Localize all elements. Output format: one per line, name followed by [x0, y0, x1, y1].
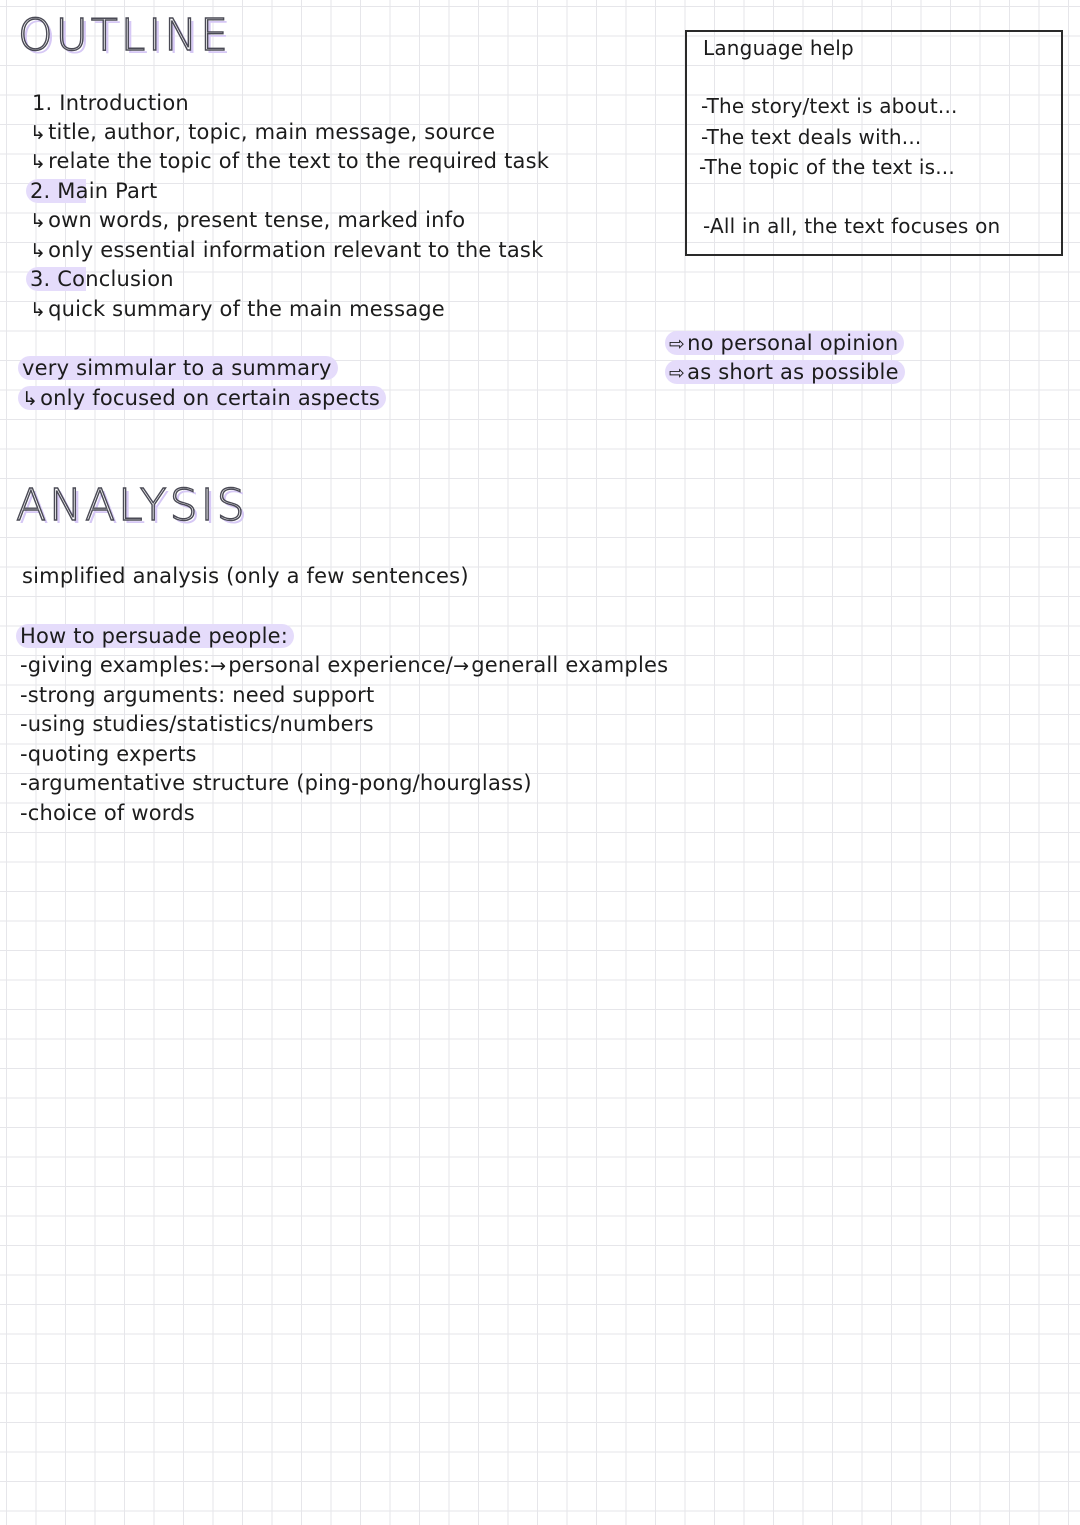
analysis-item-3: -using studies/statistics/numbers	[20, 712, 374, 736]
intro-item-1	[30, 118, 495, 148]
intro-label: 1. Introduction	[32, 91, 189, 115]
outline-note-2	[18, 384, 386, 414]
rule-1-highlight	[665, 331, 904, 355]
analysis-subtitle: simplified analysis (only a few sentences)	[22, 564, 469, 588]
analysis-item-1	[20, 651, 668, 681]
right-arrow-icon: ⇨	[669, 362, 686, 384]
conclusion-label-text: 3. Conclusion	[26, 267, 180, 291]
main-item-1-text: own words, present tense, marked info	[48, 208, 466, 232]
right-arrow-icon: ⇨	[669, 333, 686, 355]
analysis-item-2: -strong arguments: need support	[20, 683, 375, 707]
language-help-title: Language help	[703, 36, 854, 60]
analysis-item-4: -quoting experts	[20, 742, 197, 766]
language-phrase-4: -All in all, the text focuses on	[703, 214, 1001, 238]
intro-item-2	[30, 147, 549, 177]
language-help-box	[685, 30, 1063, 256]
intro-item-2-text: relate the topic of the text to the required task	[48, 149, 550, 173]
outline-heading: OUTLINE	[18, 10, 231, 61]
analysis-item-6: -choice of words	[20, 801, 195, 825]
sub-arrow-icon: ↳	[30, 122, 47, 144]
language-phrase-1: -The story/text is about...	[701, 94, 958, 118]
sub-arrow-icon: ↳	[30, 299, 47, 321]
sub-arrow-icon: ↳	[22, 388, 39, 410]
rule-2-text: as short as possible	[687, 360, 899, 384]
sub-arrow-icon: ↳	[30, 151, 47, 173]
outline-note-2-highlight	[18, 386, 386, 410]
language-phrase-3: -The topic of the text is...	[699, 155, 955, 179]
analysis-item-1-a: -giving examples:	[20, 653, 211, 677]
rule-1	[665, 329, 904, 359]
main-label-text: 2. Main Part	[26, 179, 163, 203]
outline-note-1-text: very simmular to a summary	[18, 356, 338, 380]
main-label	[26, 177, 163, 206]
sub-arrow-icon: ↳	[30, 210, 47, 232]
outline-note-1	[18, 354, 338, 383]
analysis-heading: ANALYSIS	[16, 480, 248, 531]
rule-1-text: no personal opinion	[687, 331, 899, 355]
rule-2-highlight	[665, 360, 905, 384]
persuade-label	[16, 622, 294, 651]
analysis-item-1-b: personal experience/	[228, 653, 454, 677]
sub-arrow-icon: ↳	[30, 240, 47, 262]
persuade-label-text: How to persuade people:	[16, 624, 294, 648]
main-item-1	[30, 206, 465, 236]
conclusion-item-1-text: quick summary of the main message	[48, 297, 445, 321]
rule-2	[665, 358, 905, 388]
analysis-item-1-c: generall examples	[471, 653, 669, 677]
language-phrase-2: -The text deals with...	[701, 125, 922, 149]
conclusion-label	[26, 265, 180, 294]
intro-item-1-text: title, author, topic, main message, source	[48, 120, 496, 144]
main-item-2	[30, 236, 543, 266]
outline-note-2-text: only focused on certain aspects	[40, 386, 381, 410]
thin-arrow-icon: →	[453, 655, 470, 677]
conclusion-item-1	[30, 295, 445, 325]
thin-arrow-icon: →	[210, 655, 227, 677]
analysis-item-5: -argumentative structure (ping-pong/hourglass)	[20, 771, 532, 795]
main-item-2-text: only essential information relevant to the task	[48, 238, 544, 262]
